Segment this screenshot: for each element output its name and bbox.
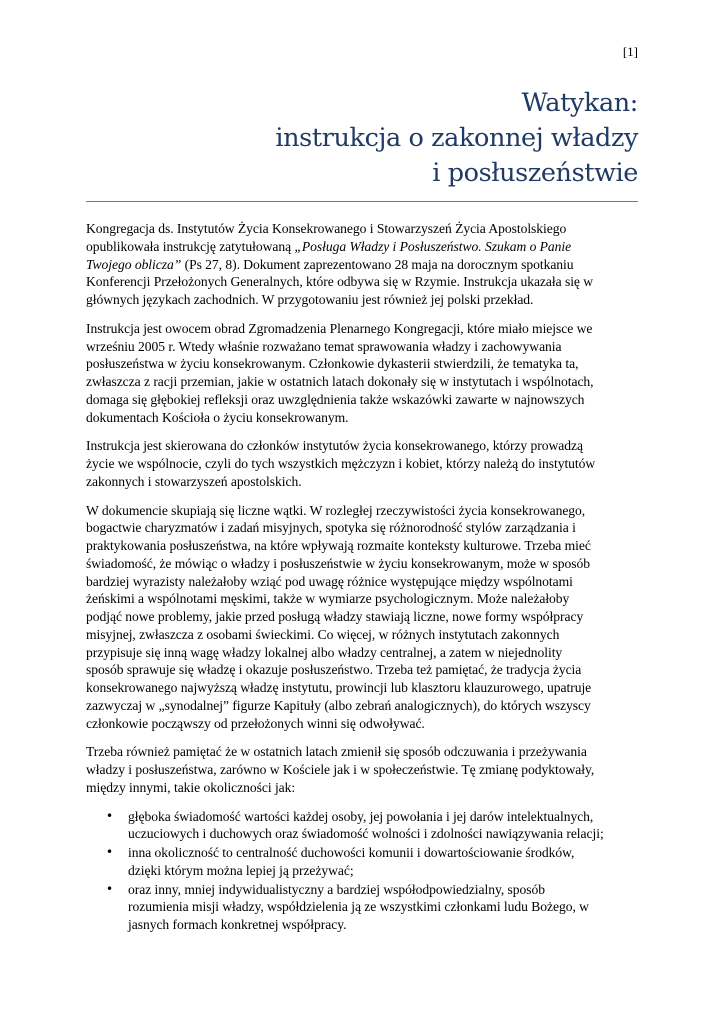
text-line: uczuciowych i duchowych oraz świadomość wolności i zdolności nawiązywania relacji;: [128, 826, 604, 842]
text-line: [86, 590, 646, 608]
article-title: [78, 86, 638, 191]
italic-title-text: Twojego oblicza”: [86, 256, 182, 272]
text-run: Trzeba również pamiętać że w ostatnich latach zmienił się sposób odczuwania i przeżywania: [86, 744, 587, 760]
italic-title-text: „Posługa Władzy i Posłuszeństwo. Szukam o Panie: [294, 238, 572, 254]
text-line: [86, 519, 646, 537]
text-line: [86, 437, 646, 455]
bullet-item: [86, 881, 646, 934]
text-line: jasnych formach konkretnej współpracy.: [128, 917, 347, 932]
paragraph: [86, 320, 646, 427]
text-run: świadomość, że mówiąc o władzy i posłuszeństwie w życiu konsekrowanym, może w sposób: [86, 555, 590, 571]
text-line: [86, 238, 646, 256]
text-line: [86, 502, 646, 520]
text-run: podjąć nowe problemy, jakie przed posługą władzy stawiają liczne, nowe formy współpracy: [86, 609, 584, 624]
bullet-dot-icon: •: [106, 845, 114, 859]
text-line: [86, 779, 646, 797]
title-line: i posłuszeństwie: [432, 158, 638, 188]
text-line: [86, 291, 646, 309]
text-run: głównych językach zachodnich. W przygotowaniu jest również jej polski przekład.: [86, 292, 534, 307]
article-body: [86, 220, 646, 935]
text-line: [86, 455, 646, 473]
paragraph: [86, 743, 646, 796]
text-line: oraz inny, mniej indywidualistyczny a bardziej współodpowiedzialny, sposób: [128, 881, 545, 897]
text-run: wrześniu 2005 r. Wtedy właśnie rozważano temat sprawowania władzy i zachowywania: [86, 338, 562, 354]
text-line: [86, 715, 646, 733]
text-run: (Ps 27, 8). Dokument zaprezentowano 28 maja na dorocznym spotkaniu: [181, 256, 574, 272]
text-line: rozumienia misji władzy, współdzielenia ją ze wszystkimi członkami ludu Bożego, w: [128, 899, 589, 915]
bullet-list: [86, 808, 646, 934]
text-run: praktykowania posłuszeństwa, na które wpływają rozmaite konteksty kulturowe. Trzeba mieć: [86, 538, 591, 553]
text-run: konsekrowanego najwyższą władzę instytutu, prowincji lub klasztoru klauzurowego, upatruje: [86, 680, 592, 695]
text-run: sposób sprawuje się władzę i okazuje posłuszeństwo. Trzeba też pamiętać, że tradycja życia: [86, 662, 582, 678]
text-line: [86, 355, 646, 373]
text-run: W dokumencie skupiają się liczne wątki. W rozległej rzeczywistości życia konsekrowanego,: [86, 502, 586, 518]
text-line: [86, 761, 646, 779]
text-line: [86, 338, 646, 356]
text-line: [86, 320, 646, 338]
bullet-dot-icon: •: [106, 808, 114, 823]
text-line: [86, 608, 646, 626]
text-line: [86, 373, 646, 391]
text-run: między innymi, takie okoliczności jak:: [86, 779, 296, 795]
text-run: misyjnej, zwłaszcza z osobami świeckimi. Co więcej, w różnych instytutach zakonnych: [86, 626, 560, 642]
text-run: Instrukcja jest owocem obrad Zgromadzenia Plenarnego Kongregacji, które miało miejsce we: [86, 320, 593, 336]
text-run: bardziej wyrazisty należałoby wziąć pod uwagę różnice występujące między wspólnotami: [86, 573, 573, 589]
bullet-item: [86, 808, 646, 844]
text-run: Konferencji Przełożonych Generalnych, które odbywa się w Rzymie. Instrukcja ukazała się w: [86, 274, 594, 290]
text-run: członkowie począwszy od przełożonych winni się odwoływać.: [86, 715, 425, 731]
text-run: bogactwie charyzmatów i zadań misyjnych, spotyka się różnorodność stylów zarządzania i: [86, 520, 576, 536]
title-line: Watykan:: [521, 88, 638, 118]
text-line: [86, 661, 646, 679]
text-line: [86, 391, 646, 409]
text-run: Instrukcja jest skierowana do członków instytutów życia konsekrowanego, którzy prowadzą: [86, 438, 583, 454]
text-run: zazwyczaj w „synodalnej” figurze Kapituły (albo zebrań analogicznych), do których wszyscy: [86, 697, 591, 713]
text-run: życie we wspólnocie, czyli do tych wszystkich mężczyzn i kobiet, którzy należą do instytutów: [86, 456, 596, 471]
text-run: żeńskimi a wspólnotami męskimi, także w wymiarze psychologicznym. Może należałoby: [86, 591, 570, 607]
text-line: inna okoliczność to centralność duchowości komunii i dowartościowanie środków,: [128, 845, 575, 860]
text-run: domaga się głębokiej refleksji oraz uwzględnienia także wskazówki zawarte w najnowszych: [86, 391, 585, 407]
text-run: przypisuje się inną wagę władzy lokalnej albo władzy centralnej, a zatem w niejednolity: [86, 644, 563, 660]
text-line: [86, 220, 646, 238]
text-run: zwłaszcza z racji przemian, jakie w ostatnich latach dokonały się w instytutach i wspólnotach,: [86, 374, 594, 389]
text-line: dzięki którym można lepiej ją przeżywać;: [128, 862, 354, 878]
text-line: [86, 537, 646, 555]
page-number: [1]: [622, 44, 638, 59]
text-line: [86, 473, 646, 491]
bullet-item: [86, 844, 646, 880]
paragraph: [86, 502, 646, 733]
text-line: [86, 697, 646, 715]
text-line: [86, 256, 646, 274]
title-divider: [86, 201, 638, 202]
text-line: [86, 409, 646, 427]
text-line: [86, 644, 646, 662]
title-line: instrukcja o zakonnej władzy: [275, 123, 638, 153]
paragraph: [86, 220, 646, 309]
text-run: Kongregacja ds. Instytutów Życia Konsekrowanego i Stowarzyszeń Życia Apostolskiego: [86, 221, 567, 236]
text-run: dokumentach Kościoła o życiu konsekrowanym.: [86, 409, 349, 425]
paragraphs: [86, 220, 646, 797]
text-run: opublikowała instrukcję zatytułowaną: [86, 238, 295, 254]
text-run: władzy i posłuszeństwa, zarówno w Kościele jak i w społeczeństwie. Tę zmianę podyktowały,: [86, 762, 595, 777]
text-run: posłuszeństwa w życiu konsekrowanym. Członkowie dykasterii stwierdzili, że tematyka ta,: [86, 356, 579, 372]
text-line: [86, 555, 646, 573]
text-run: zakonnych i stowarzyszeń apostolskich.: [86, 473, 302, 489]
paragraph: [86, 437, 646, 490]
text-line: głęboka świadomość wartości każdej osoby, jej powołania i jej darów intelektualnych,: [128, 808, 594, 824]
text-line: [86, 743, 646, 761]
text-line: [86, 273, 646, 291]
text-line: [86, 626, 646, 644]
bullet-dot-icon: •: [106, 881, 114, 896]
text-line: [86, 679, 646, 697]
text-line: [86, 573, 646, 591]
